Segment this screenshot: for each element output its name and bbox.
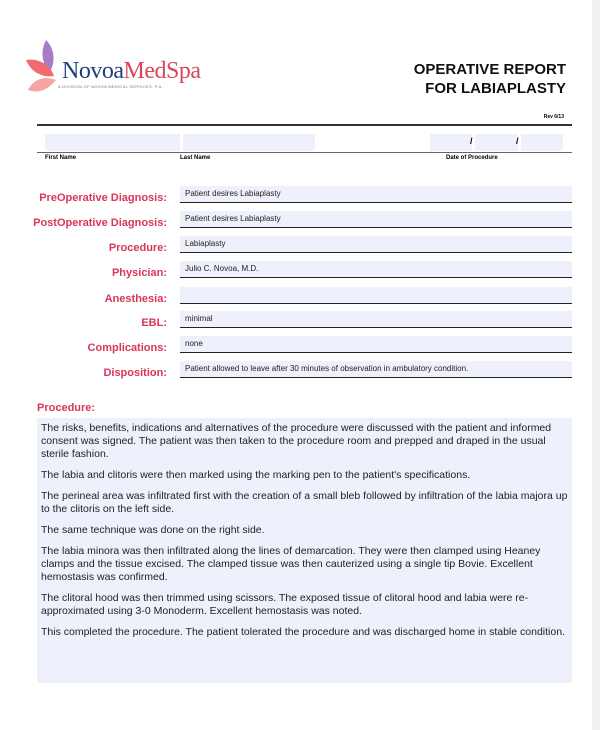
novoa-medspa-logo <box>24 38 224 98</box>
procedure-heading: Procedure: <box>37 402 96 414</box>
date-day-field[interactable] <box>475 134 518 151</box>
field-row-preop-diagnosis <box>0 186 600 206</box>
document-title <box>414 60 566 98</box>
logo-name-part2: MedSpa <box>123 58 201 84</box>
field-row-ebl <box>0 311 600 331</box>
disposition-field[interactable]: Patient allowed to leave after 30 minutes of observation in ambulatory condition. <box>180 361 572 378</box>
date-year-field[interactable] <box>521 134 563 151</box>
date-month-field[interactable] <box>430 134 472 151</box>
ebl-field[interactable]: minimal <box>180 311 572 328</box>
first-name-label: First Name <box>45 155 77 161</box>
complications-field[interactable]: none <box>180 336 572 353</box>
field-row-physician <box>0 261 600 281</box>
anesthesia-field[interactable] <box>180 287 572 304</box>
procedure-field[interactable]: Labiaplasty <box>180 236 572 253</box>
procedure-paragraph: The labia minora was then infiltrated along the lines of demarcation. They were then clamped using Heaney clamps and the tissue excised. The clamped tissue was then cauterized using a single tip Bovie. Excellent hemostasis was confirmed. <box>41 545 541 583</box>
field-row-procedure <box>0 236 600 256</box>
procedure-paragraph: The same technique was done on the right side. <box>41 524 265 536</box>
date-separator: / <box>516 136 519 146</box>
date-of-procedure-label: Date of Procedure <box>446 155 498 161</box>
field-row-postop-diagnosis <box>0 211 600 231</box>
field-label: Complications: <box>87 342 167 354</box>
last-name-field[interactable] <box>183 134 315 151</box>
first-name-field[interactable] <box>45 134 180 151</box>
revision-label: Rev 6/13 <box>543 114 564 120</box>
postop-diagnosis-field[interactable]: Patient desires Labiaplasty <box>180 211 572 228</box>
procedure-paragraph: The risks, benefits, indications and alternatives of the procedure were discussed with the patient and informed consent was signed. The patient was then taken to the procedure room and prepped and draped in the usual sterile fashion. <box>41 422 552 460</box>
title-line1: OPERATIVE REPORT <box>413 61 566 78</box>
preop-diagnosis-field[interactable]: Patient desires Labiaplasty <box>180 186 572 203</box>
logo-tagline: A DIVISION OF NOVOA MEDICAL SERVICES, P.A. <box>58 84 163 89</box>
field-row-complications <box>0 336 600 356</box>
title-line2: FOR LABIAPLASTY <box>425 80 566 97</box>
field-label: Physician: <box>111 267 167 279</box>
field-row-disposition <box>0 361 600 381</box>
procedure-paragraph: The labia and clitoris were then marked using the marking pen to the patient's specifications. <box>41 469 471 481</box>
date-separator: / <box>470 136 473 146</box>
field-label: PostOperative Diagnosis: <box>33 217 167 229</box>
field-label: Disposition: <box>103 367 167 379</box>
procedure-paragraph: The perineal area was infiltrated first with the creation of a small bleb followed by infiltration of the labia majora up to the clitoris on the left side. <box>41 490 568 515</box>
physician-field[interactable]: Julio C. Novoa, M.D. <box>180 261 572 278</box>
procedure-paragraph: The clitoral hood was then trimmed using scissors. The exposed tissue of clitoral hood and labia were re-approximated using 3-0 Monoderm. Excellent hemostasis was noted. <box>41 592 529 617</box>
field-label: Procedure: <box>108 242 167 254</box>
field-label: PreOperative Diagnosis: <box>39 192 167 204</box>
name-divider <box>37 152 572 153</box>
logo-name-part1: Novoa <box>62 58 124 84</box>
procedure-notes-field[interactable] <box>37 418 572 683</box>
last-name-label: Last Name <box>180 155 211 161</box>
field-row-anesthesia <box>0 287 600 307</box>
field-label: EBL: <box>141 317 167 329</box>
procedure-paragraph: This completed the procedure. The patient tolerated the procedure and was discharged home in stable condition. <box>41 626 565 638</box>
header-divider <box>37 124 572 126</box>
field-label: Anesthesia: <box>104 293 167 305</box>
